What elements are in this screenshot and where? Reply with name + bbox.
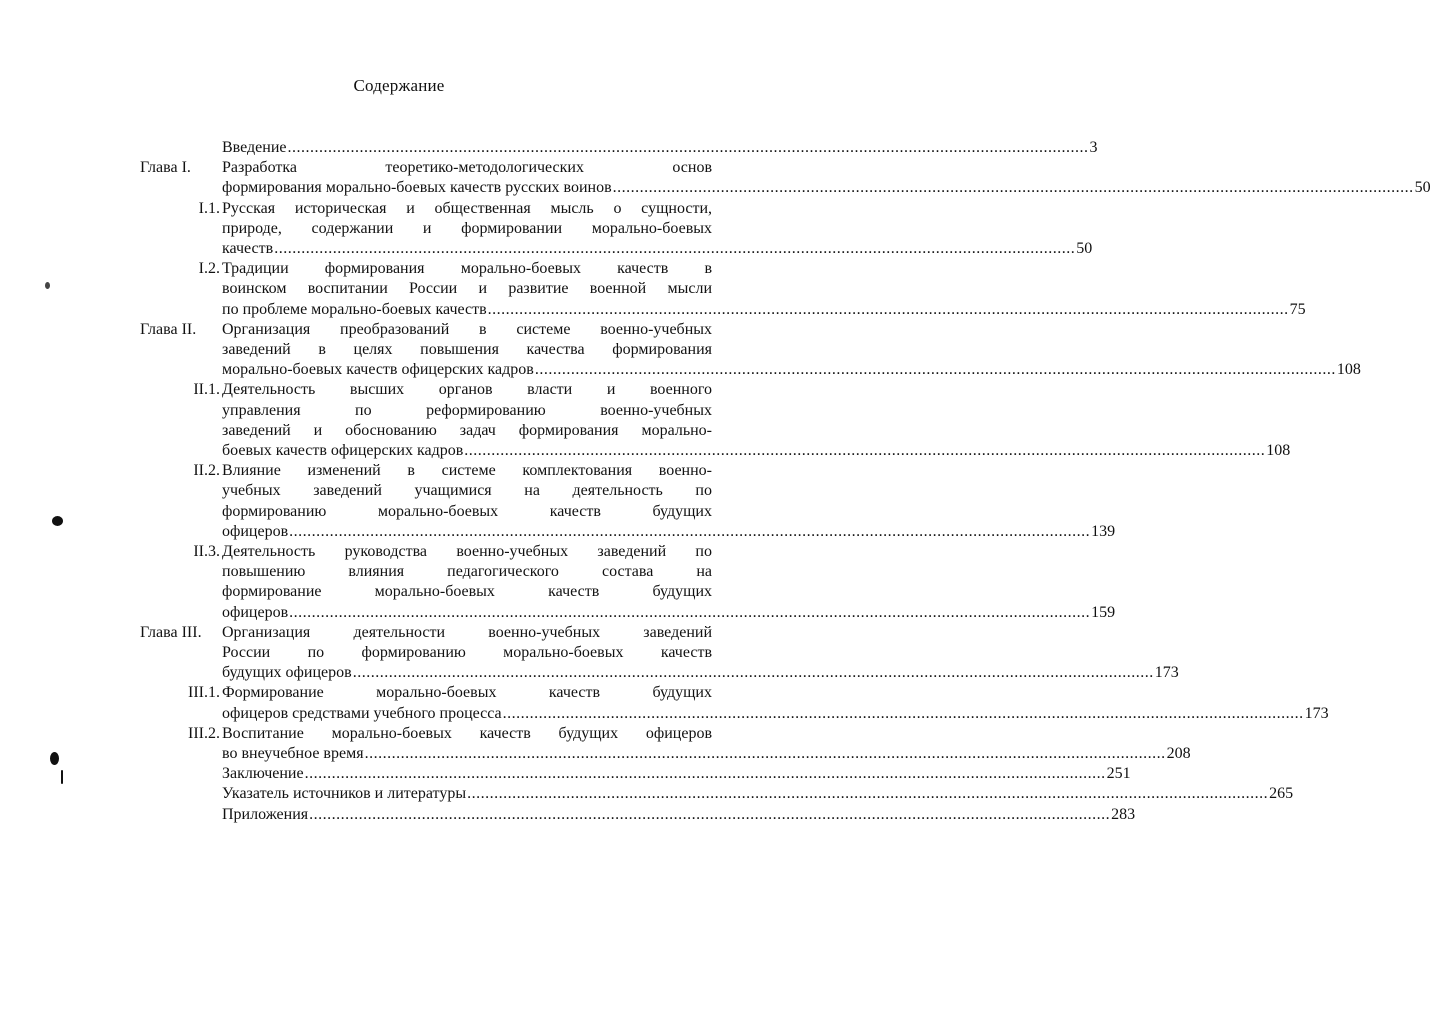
scan-speck: [50, 752, 59, 765]
entry-title: будущих офицеров: [222, 664, 352, 681]
toc-line: [222, 764, 1131, 784]
dot-leader: ..................................................................................................................................................................................: [502, 705, 1304, 722]
page-number: 108: [1266, 442, 1291, 459]
entry-title: боевых качеств офицерских кадров: [222, 442, 464, 459]
toc-line: воинском воспитании России и развитие военной мысли: [222, 280, 712, 297]
page-number: 50: [1076, 240, 1093, 257]
toc-line: Деятельность высших органов власти и военного: [222, 381, 712, 398]
page-number: 251: [1106, 765, 1131, 782]
toc-line: Воспитание морально-боевых качеств будущих офицеров: [222, 725, 712, 742]
toc-line: Деятельность руководства военно-учебных заведений по: [222, 543, 712, 560]
toc-line: Влияние изменений в системе комплектования военно-: [222, 462, 712, 479]
dot-leader: ..................................................................................................................................................................................: [352, 664, 1154, 681]
entry-title: офицеров: [222, 523, 289, 540]
entry-title: формирования морально-боевых качеств русских воинов: [222, 179, 612, 196]
page-number: 208: [1166, 745, 1191, 762]
entry-title: качеств: [222, 240, 274, 257]
entry-title: офицеров средствами учебного процесса: [222, 705, 502, 722]
section-label: III.1.: [188, 684, 220, 701]
dot-leader: ..................................................................................................................................................................................: [467, 785, 1269, 802]
toc-line: заведений и обоснованию задач формирования морально-: [222, 422, 712, 439]
entry-title: офицеров: [222, 604, 289, 621]
page-number: 75: [1289, 301, 1306, 318]
page-number: 159: [1091, 604, 1116, 621]
dot-leader: ..................................................................................................................................................................................: [309, 806, 1111, 823]
toc-line: формирование морально-боевых качеств будущих: [222, 583, 712, 600]
chapter-label: Глава II.: [140, 321, 197, 338]
toc-line: России по формированию морально-боевых качеств: [222, 644, 712, 661]
section-label: I.1.: [198, 200, 220, 217]
toc-line: [222, 784, 1294, 804]
toc-line: Формирование морально-боевых качеств будущих: [222, 684, 712, 701]
scan-speck: [45, 282, 50, 289]
toc-line: повышению влияния педагогического состава на: [222, 563, 712, 580]
toc-line: [222, 441, 1291, 461]
entry-title: во внеучебное время: [222, 745, 364, 762]
page-number: 265: [1269, 785, 1294, 802]
toc-line: [222, 239, 1093, 259]
entry-title: Заключение: [222, 765, 304, 782]
toc-line: формированию морально-боевых качеств будущих: [222, 503, 712, 520]
toc-line: природе, содержании и формировании морально-боевых: [222, 220, 712, 237]
page-number: 173: [1154, 664, 1179, 681]
scan-speck: [52, 516, 63, 526]
toc-line: [222, 744, 1191, 764]
toc-line: [222, 360, 1361, 380]
entry-title: морально-боевых качеств офицерских кадров: [222, 361, 534, 378]
toc-line: Организация преобразований в системе военно-учебных: [222, 321, 712, 338]
dot-leader: ..................................................................................................................................................................................: [274, 240, 1076, 257]
page-number: 173: [1304, 705, 1329, 722]
page-number: 3: [1089, 139, 1098, 156]
toc-line: учебных заведений учащимися на деятельность по: [222, 482, 712, 499]
dot-leader: ..................................................................................................................................................................................: [364, 745, 1166, 762]
section-label: III.2.: [188, 725, 220, 742]
dot-leader: ..................................................................................................................................................................................: [287, 139, 1089, 156]
dot-leader: ..................................................................................................................................................................................: [612, 179, 1414, 196]
entry-title: Приложения: [222, 806, 309, 823]
toc-line: [222, 603, 1116, 623]
toc-line: [222, 300, 1306, 320]
dot-leader: ..................................................................................................................................................................................: [464, 442, 1266, 459]
page-title: Содержание: [353, 76, 445, 95]
scan-speck: [61, 770, 63, 784]
section-label: II.1.: [193, 381, 220, 398]
toc-line: Традиции формирования морально-боевых качеств в: [222, 260, 712, 277]
entry-title: Указатель источников и литературы: [222, 785, 467, 802]
chapter-label: Глава III.: [140, 624, 202, 641]
page-number: 108: [1336, 361, 1361, 378]
toc-line: [222, 663, 1179, 683]
section-label: I.2.: [198, 260, 220, 277]
page-number: 139: [1091, 523, 1116, 540]
page-number: 50: [1414, 179, 1431, 196]
toc-line: Разработка теоретико-методологических основ: [222, 159, 712, 176]
dot-leader: ..................................................................................................................................................................................: [534, 361, 1336, 378]
section-label: II.3.: [193, 543, 220, 560]
toc-line: Организация деятельности военно-учебных заведений: [222, 624, 712, 641]
dot-leader: ..................................................................................................................................................................................: [289, 523, 1091, 540]
dot-leader: ..................................................................................................................................................................................: [304, 765, 1106, 782]
toc-line: [222, 704, 1329, 724]
chapter-label: Глава I.: [140, 159, 191, 176]
toc-line: [222, 138, 1098, 158]
dot-leader: ..................................................................................................................................................................................: [487, 301, 1289, 318]
section-label: II.2.: [193, 462, 220, 479]
dot-leader: ..................................................................................................................................................................................: [289, 604, 1091, 621]
toc-line: заведений в целях повышения качества формирования: [222, 341, 712, 358]
toc-line: Русская историческая и общественная мысль о сущности,: [222, 200, 712, 217]
toc-line: управления по реформированию военно-учебных: [222, 402, 712, 419]
entry-title: по проблеме морально-боевых качеств: [222, 301, 487, 318]
page-number: 283: [1111, 806, 1136, 823]
entry-title: Введение: [222, 139, 287, 156]
toc-line: [222, 178, 1431, 198]
toc-line: [222, 805, 1136, 825]
toc-line: [222, 522, 1116, 542]
